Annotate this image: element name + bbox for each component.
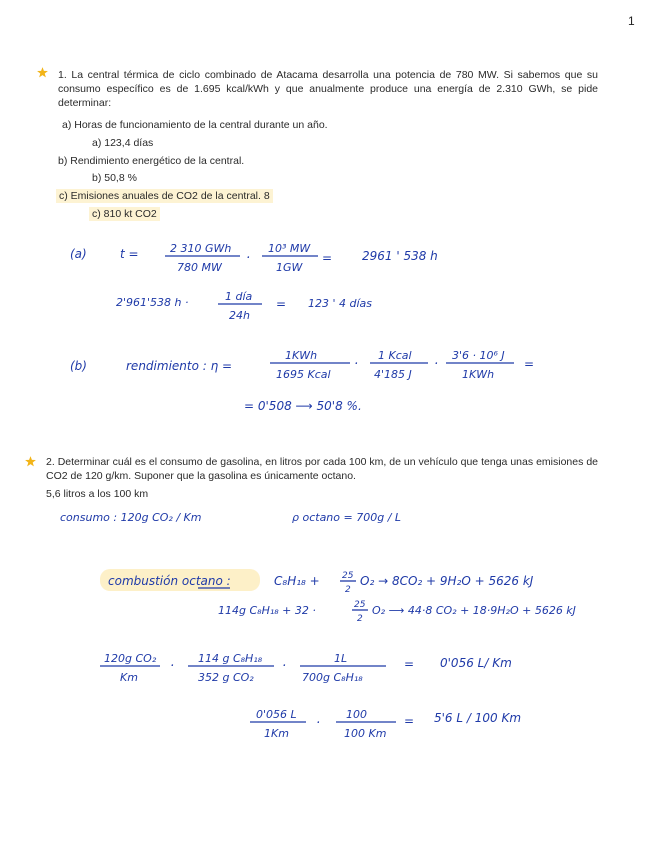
hand-c1-den1: Km bbox=[120, 671, 138, 684]
hand-consumo: consumo : 120g CO₂ / Km bbox=[60, 511, 202, 524]
hand-r-den1: 1695 Kcal bbox=[276, 368, 331, 381]
hand-t-den1: 780 MW bbox=[177, 261, 222, 274]
hand-d-result: 123 ' 4 días bbox=[308, 297, 373, 310]
hand-r-eq: = bbox=[524, 357, 535, 371]
hand-density: ρ octano = 700g / L bbox=[292, 511, 402, 524]
hand-r-den2: 4'185 J bbox=[374, 368, 412, 381]
hand-c2-num2: 100 bbox=[346, 708, 367, 721]
hand-r-den3: 1KWh bbox=[462, 368, 495, 381]
hand-t-var: t = bbox=[120, 247, 139, 261]
hand-c1-result: 0'056 L/ Km bbox=[440, 656, 512, 670]
problem-1-a-label: a) Horas de funcionamiento de la central durante un año. bbox=[62, 119, 328, 131]
hand-r-num3: 3'6 · 10⁶ J bbox=[452, 349, 505, 362]
hand-d-left: 2'961'538 h · bbox=[116, 296, 189, 309]
hand-c2-num1: 0'056 L bbox=[256, 708, 297, 721]
hand-c1-num1: 120g CO₂ bbox=[104, 652, 157, 665]
hand-eq1-left: C₈H₁₈ + bbox=[274, 574, 320, 588]
hand-c1-den3: 700g C₈H₁₈ bbox=[302, 671, 363, 684]
hand-c1-dot1: · bbox=[170, 659, 175, 674]
hand-c2-eq: = bbox=[404, 714, 415, 728]
hand-a-tag: (a) bbox=[70, 247, 87, 261]
problem-2-answer: 5,6 litros a los 100 km bbox=[46, 488, 149, 500]
hand-c1-num2: 114 g C₈H₁₈ bbox=[198, 652, 263, 665]
hand-eq2-right: O₂ ⟶ 44·8 CO₂ + 18·9H₂O + 5626 kJ bbox=[372, 604, 576, 617]
problem-1-a-answer: a) 123,4 días bbox=[92, 137, 154, 149]
hand-c1-eq: = bbox=[404, 657, 415, 671]
hand-r-result: = 0'508 ⟶ 50'8 %. bbox=[244, 399, 362, 413]
hand-r-num1: 1KWh bbox=[285, 349, 318, 362]
hand-c1-num3: 1L bbox=[334, 652, 348, 665]
hand-frac-den: 2 bbox=[345, 585, 351, 595]
hand-rend-label: rendimiento : η = bbox=[126, 359, 233, 373]
hand-t-dot: · bbox=[246, 251, 251, 266]
hand-c1-den2: 352 g CO₂ bbox=[198, 671, 254, 684]
problem-2-statement: 2. Determinar cuál es el consumo de gasolina, en litros por cada 100 km, de un vehículo que tenga unas emisiones de CO2 de 120 g/km. Suponer que la gasolina es únicamente octano. bbox=[46, 456, 598, 482]
page-number: 1 bbox=[628, 14, 635, 28]
hand-frac-den-2: 2 bbox=[357, 614, 363, 624]
hand-t-num1: 2 310 GWh bbox=[170, 242, 232, 255]
hand-d-eq: = bbox=[276, 297, 287, 311]
hand-c2-result: 5'6 L / 100 Km bbox=[434, 711, 522, 725]
hand-frac-num-2: 25 bbox=[354, 600, 366, 610]
hand-r-num2: 1 Kcal bbox=[378, 349, 412, 362]
problem-1-b-label: b) Rendimiento energético de la central. bbox=[58, 155, 245, 167]
problem-1-b-answer: b) 50,8 % bbox=[92, 172, 137, 184]
hand-eq1-right: O₂ → 8CO₂ + 9H₂O + 5626 kJ bbox=[360, 574, 534, 588]
hand-r-dot2: · bbox=[434, 357, 439, 372]
hand-eq2-left: 114g C₈H₁₈ + 32 · bbox=[218, 604, 316, 617]
hand-b-tag: (b) bbox=[70, 359, 87, 373]
hand-t-eq: = bbox=[322, 251, 333, 265]
hand-comb-label: combustión octano : bbox=[108, 574, 231, 588]
hand-r-dot1: · bbox=[354, 357, 359, 372]
hand-c2-dot: · bbox=[316, 716, 321, 731]
hand-t-den2: 1GW bbox=[276, 261, 303, 274]
hand-d-num: 1 día bbox=[225, 290, 253, 303]
problem-1-c-label: c) Emisiones anuales de CO2 de la central. 8 bbox=[56, 189, 273, 203]
hand-frac-num: 25 bbox=[342, 571, 354, 581]
problem-1-c-answer: c) 810 kt CO2 bbox=[89, 207, 160, 221]
hand-d-den: 24h bbox=[229, 309, 250, 322]
hand-c2-den2: 100 Km bbox=[344, 727, 387, 740]
problem-1-statement: 1. La central térmica de ciclo combinado de Atacama desarrolla una potencia de 780 MW. Si sabemos que su consumo específico es de 1.695 kcal/kWh y que anualmente produce una energía de 2.310 GWh, se pide determinar: bbox=[58, 69, 598, 109]
hand-c2-den1: 1Km bbox=[264, 727, 289, 740]
hand-t-num2: 10³ MW bbox=[268, 242, 311, 255]
hand-c1-dot2: · bbox=[282, 659, 287, 674]
hand-t-result: 2961 ' 538 h bbox=[362, 249, 438, 263]
